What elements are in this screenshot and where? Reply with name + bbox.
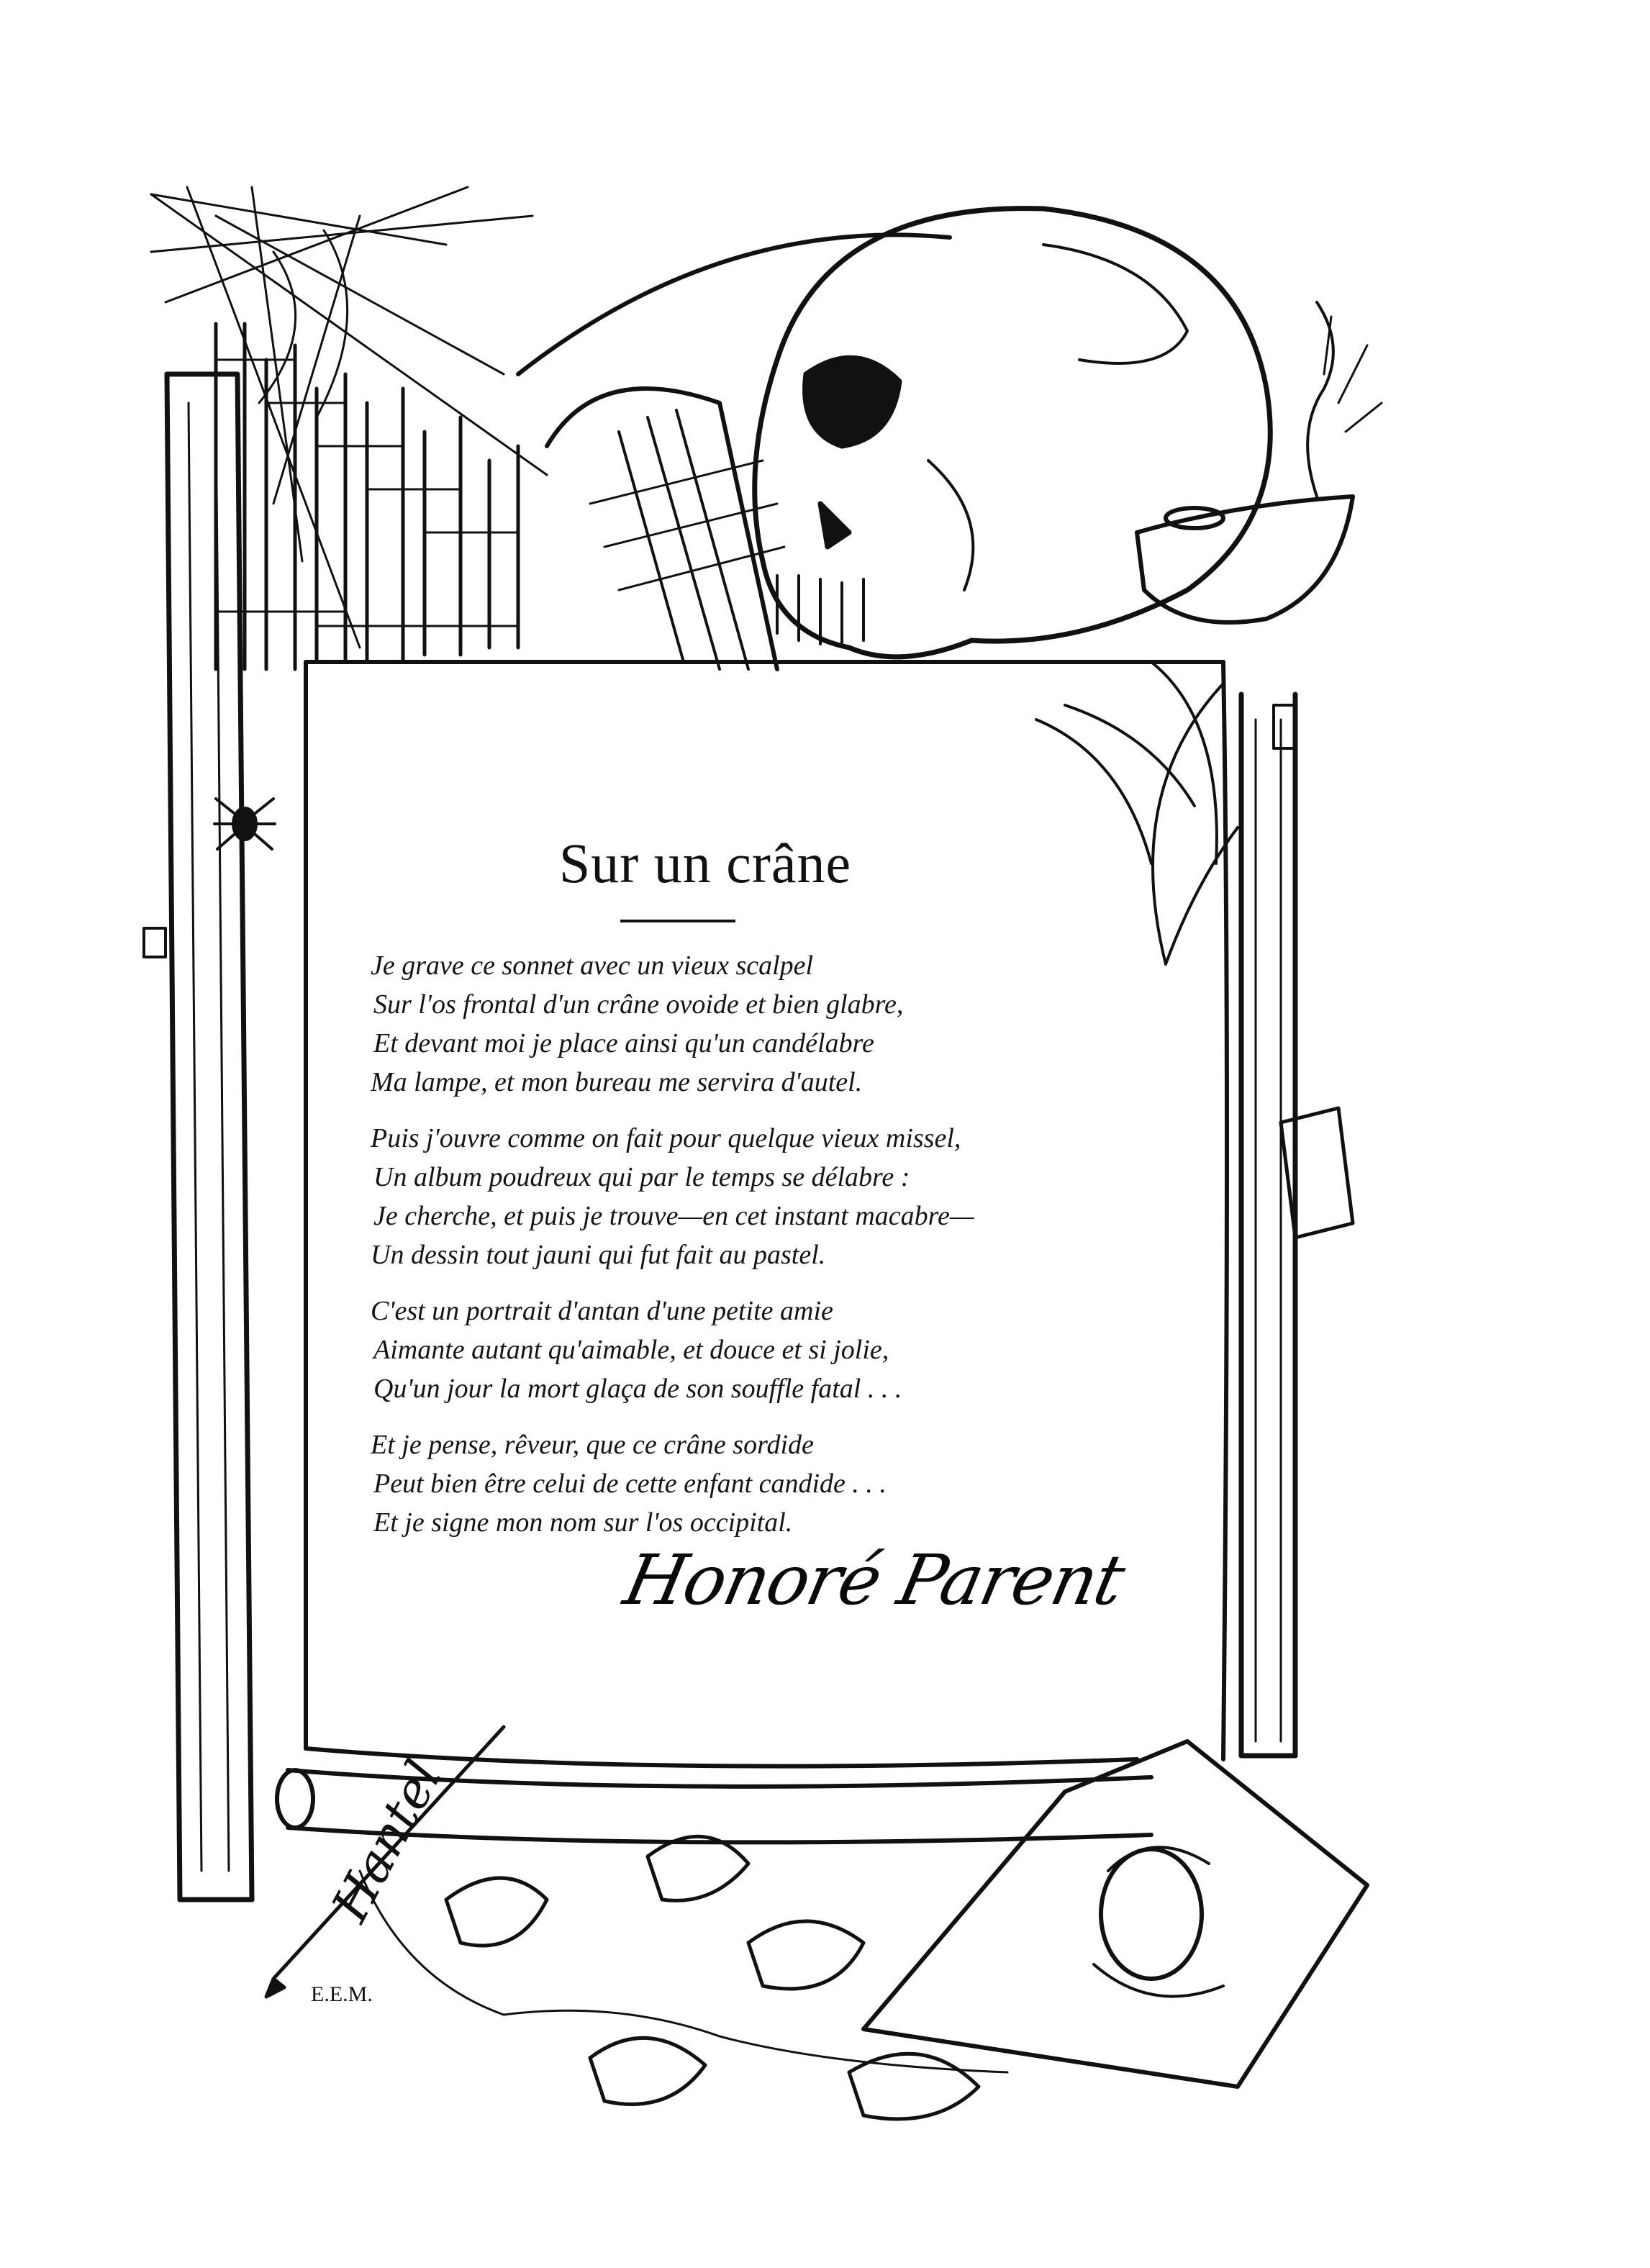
poem-line: Et je pense, rêveur, que ce crâne sordide (371, 1430, 814, 1460)
poem-line: Qu'un jour la mort glaça de son souffle fatal . . . (373, 1374, 902, 1404)
poem-line: C'est un portrait d'antan d'une petite amie (371, 1296, 833, 1326)
skull (755, 209, 1271, 657)
artist-initials: E.E.M. (311, 1982, 373, 2006)
stanza (371, 1119, 1205, 1274)
title-divider (620, 920, 735, 922)
poem-line: Je cherche, et puis je trouve—en cet instant macabre— (373, 1201, 974, 1231)
stanza (371, 1292, 1205, 1408)
stanza (371, 1425, 1205, 1542)
oil-lamp (1137, 302, 1382, 622)
poem-line: Un album poudreux qui par le temps se délabre : (373, 1162, 910, 1192)
folio (518, 235, 950, 669)
left-frame-post (167, 374, 252, 1900)
right-frame-post (1241, 694, 1295, 1756)
poem-line: Aimante autant qu'aimable, et douce et si jolie, (373, 1335, 889, 1365)
poem-line: Puis j'ouvre comme on fait pour quelque vieux missel, (371, 1123, 961, 1153)
artist-signature: Hantel (320, 1751, 453, 1931)
poem-body (371, 946, 1205, 1559)
poem-line: Ma lampe, et mon bureau me servira d'autel. (371, 1067, 863, 1097)
poem-line: Et devant moi je place ainsi qu'un candélabre (373, 1028, 874, 1058)
author-signature: Honoré Parent (617, 1540, 1130, 1620)
stanza (371, 946, 1205, 1102)
poem-line: Un dessin tout jauni qui fut fait au pastel. (371, 1240, 826, 1270)
poem-line: Je grave ce sonnet avec un vieux scalpel (371, 951, 814, 981)
poem-line: Sur l'os frontal d'un crâne ovoide et bien glabre, (373, 989, 904, 1020)
flowers-bottom (360, 1836, 1007, 2119)
poem-title: Sur un crâne (558, 832, 852, 894)
portrait-card (863, 1741, 1367, 2087)
poem-line: Et je signe mon nom sur l'os occipital. (373, 1507, 793, 1538)
poem-line: Peut bien être celui de cette enfant candide . . . (373, 1469, 887, 1499)
spider (214, 799, 275, 849)
books (216, 324, 518, 669)
